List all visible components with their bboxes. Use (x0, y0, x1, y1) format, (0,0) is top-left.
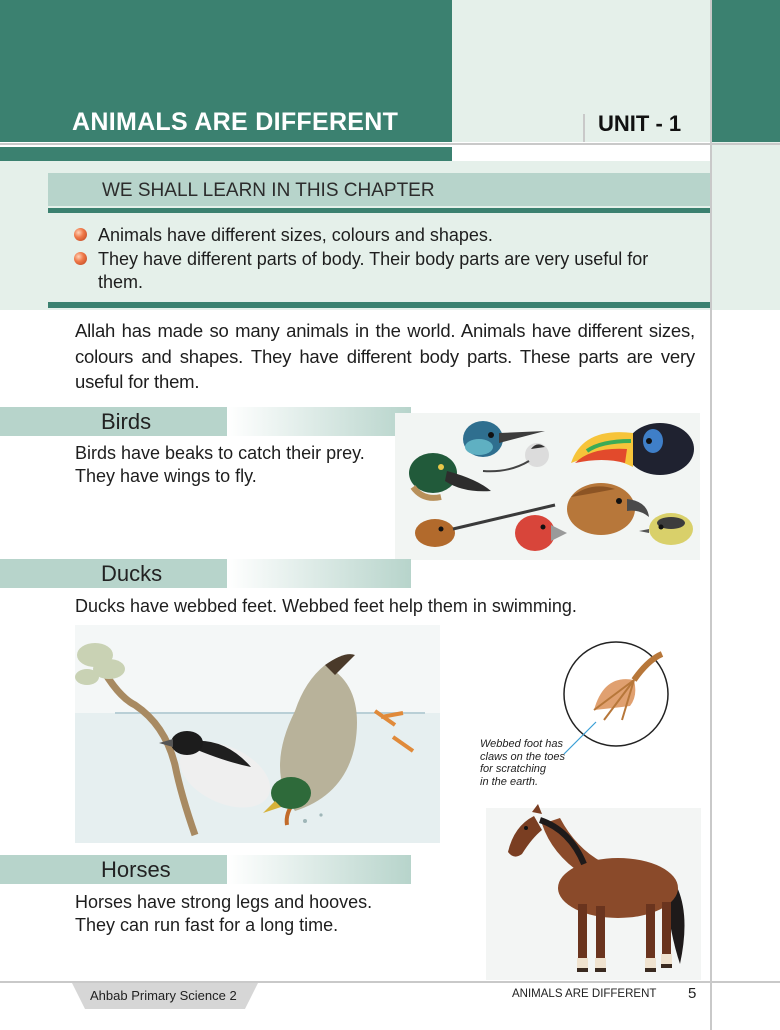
caption-line: claws on the toes (480, 750, 565, 763)
learn-point (74, 224, 694, 247)
diving-ducks-illustration (75, 625, 440, 843)
margin-strip-low (712, 142, 780, 310)
header-under-band (0, 147, 452, 161)
footer-rule (0, 981, 780, 983)
birds-heading-fade (227, 407, 411, 436)
margin-line (710, 0, 712, 1030)
orange-bullet-icon (74, 228, 87, 241)
learn-heading-rule (48, 208, 710, 213)
learn-heading: WE SHALL LEARN IN THIS CHAPTER (102, 180, 435, 201)
birds-text-1: Birds have beaks to catch their prey. (75, 443, 365, 463)
orange-bullet-icon (74, 252, 87, 265)
ducks-heading-fade (227, 559, 411, 588)
horses-heading: Horses (101, 857, 171, 882)
caption-line: for scratching (480, 763, 547, 775)
learn-point-text: They have different parts of body. Their body parts are very useful for them. (98, 249, 649, 292)
horses-text-1: Horses have strong legs and hooves. (75, 892, 373, 912)
caption-line: Webbed foot has (480, 738, 563, 750)
ducks-heading: Ducks (101, 561, 163, 586)
header-divider (0, 143, 780, 145)
unit-separator (583, 114, 585, 142)
horse-illustration (486, 808, 701, 980)
webbed-foot-caption (480, 738, 565, 788)
ducks-text-1: Ducks have webbed feet. Webbed feet help them in swimming. (75, 596, 577, 616)
learn-point-text: Animals have different sizes, colours and shapes. (98, 225, 493, 245)
caption-pointer (560, 720, 600, 760)
margin-strip-top (712, 0, 780, 142)
unit-label: UNIT - 1 (598, 111, 682, 136)
chapter-title: ANIMALS ARE DIFFERENT (72, 108, 399, 136)
caption-line: in the earth. (480, 775, 539, 788)
learn-point (74, 248, 694, 294)
page-number: 5 (688, 985, 697, 1002)
birds-heading: Birds (101, 409, 152, 434)
learn-points (74, 224, 694, 295)
footer-book-title: Ahbab Primary Science 2 (90, 988, 237, 1003)
learn-bottom-rule (48, 302, 710, 308)
bird-heads-illustration (395, 413, 700, 560)
intro-paragraph: Allah has made so many animals in the world. Animals have different sizes, colours and shapes. They have different body parts. These parts are very useful for them. (75, 320, 695, 392)
birds-text-2: They have wings to fly. (75, 466, 257, 486)
horses-text-2: They can run fast for a long time. (75, 915, 339, 935)
footer-chapter-title: ANIMALS ARE DIFFERENT (512, 988, 657, 1000)
horses-heading-fade (227, 855, 411, 884)
